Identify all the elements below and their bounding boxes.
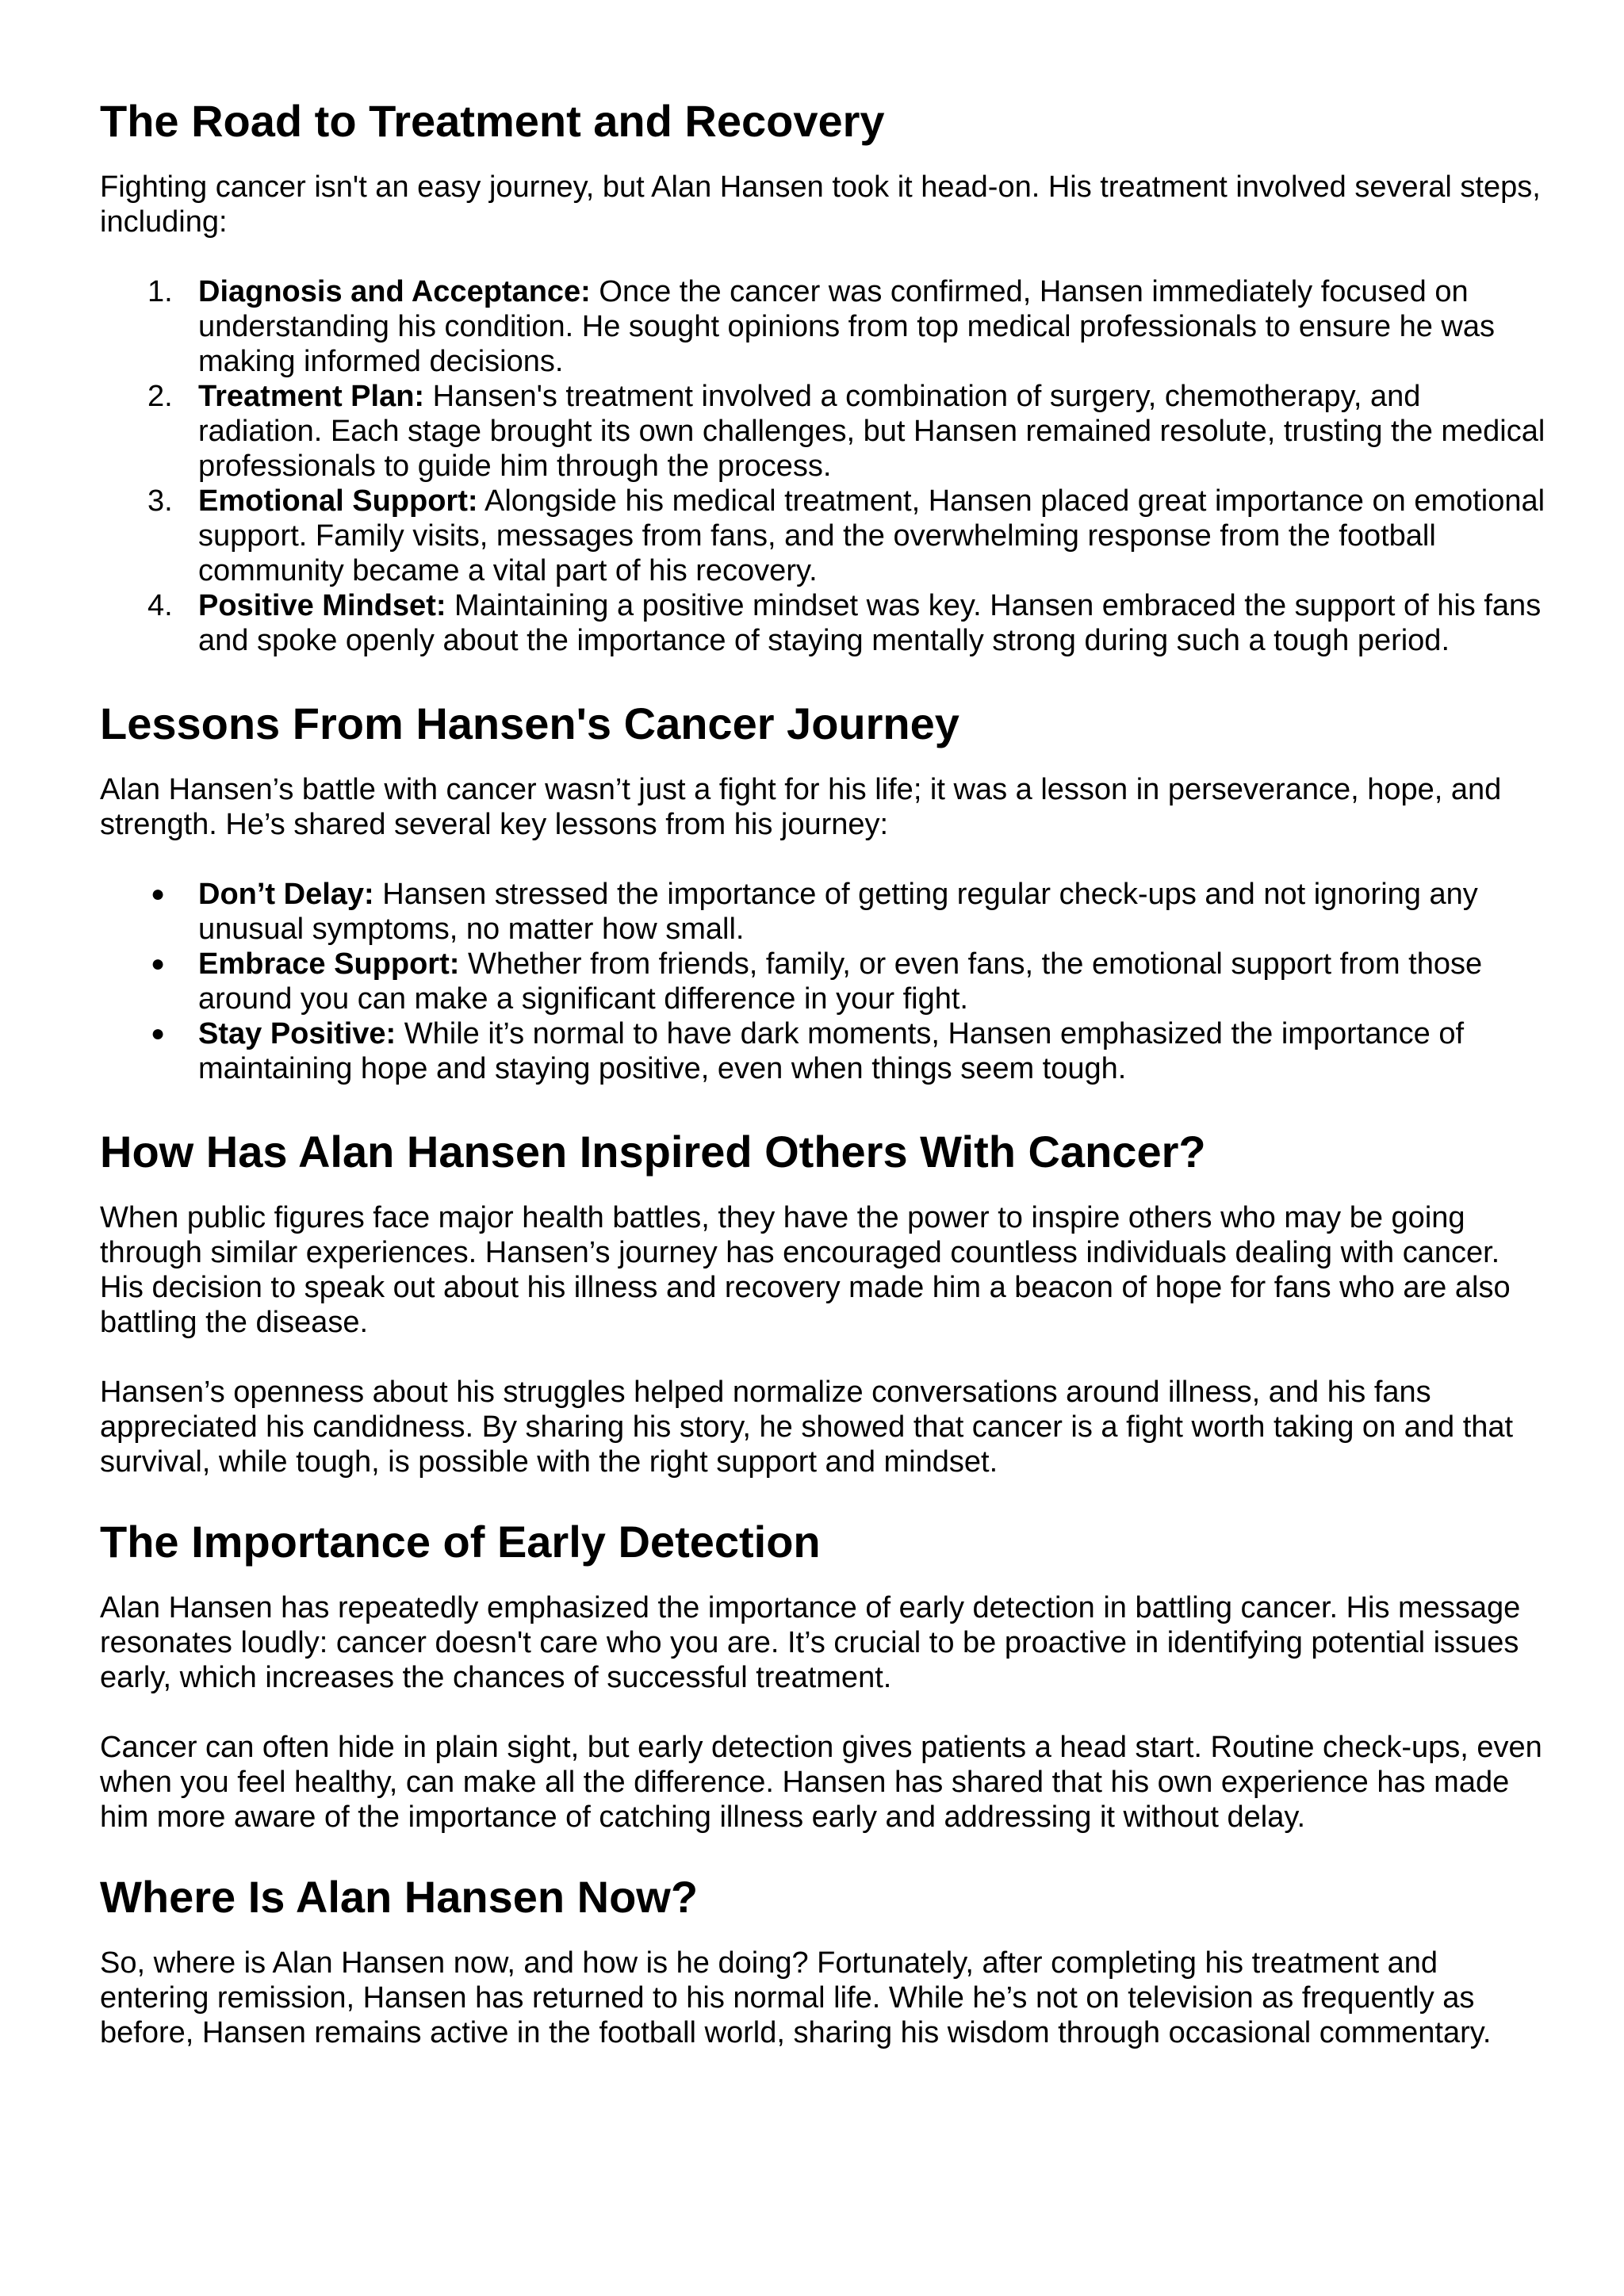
list-item-text: While it’s normal to have dark moments, Hansen emphasized the importance of maintaining hope and staying positive, even when things seem tough. [198,1017,1465,1085]
section-heading: Where Is Alan Hansen Now? [100,1872,699,1922]
section-where-now [100,1869,1551,2050]
paragraph: Hansen’s openness about his struggles helped normalize conversations around illness, and his fans appreciated his candidness. By sharing his story, he showed that cancer is a fight worth taking on and that survival, while tough, is possible with the right support and mindset. [100,1376,1514,1479]
list-item-text: Alongside his medical treatment, Hansen placed great importance on emotional support. Family visits, messages from fans, and the overwhelming response from the football community became a vital part of his recovery. [198,484,1545,587]
section-heading: The Importance of Early Detection [100,1517,821,1567]
list-item-text: Whether from friends, family, or even fans, the emotional support from those around you can make a significant difference in your fight. [198,947,1483,1016]
list-item-term: Positive Mindset: [198,589,446,622]
bullet-icon: ● [151,951,166,977]
list-item [100,274,1551,379]
bullet-icon: ● [151,1020,166,1047]
list-item-text: Hansen stressed the importance of getting regular check-ups and not ignoring any unusual symptoms, no matter how small. [198,878,1478,946]
list-item [100,588,1551,658]
section-road-to-treatment [100,94,1551,658]
list-number: 1. [147,275,173,308]
list-item-text: Hansen's treatment involved a combination of surgery, chemotherapy, and radiation. Each stage brought its own challenges, but Hansen remained resolute, trusting the medical professionals to guide him through the process. [198,380,1545,483]
numbered-list [100,274,1551,658]
list-item [100,1016,1551,1086]
section-intro: Alan Hansen’s battle with cancer wasn’t just a fight for his life; it was a lesson in perseverance, hope, and strength. He’s shared several key lessons from his journey: [100,773,1502,841]
document-page [100,94,1551,2085]
list-number: 4. [147,589,173,622]
list-item-term: Don’t Delay: [198,878,374,911]
bullet-icon: ● [151,881,166,907]
paragraph: Cancer can often hide in plain sight, but early detection gives patients a head start. Routine check-ups, even when you feel healthy, can make all the difference. Hansen has shared that his own experience has made him more aware of the importance of catching illness early and addressing it without delay. [100,1731,1542,1834]
section-heading: The Road to Treatment and Recovery [100,96,885,146]
list-item [100,484,1551,588]
list-item-text: Once the cancer was confirmed, Hansen immediately focused on understanding his condition. He sought opinions from top medical professionals to ensure he was making informed decisions. [198,275,1495,378]
section-lessons [100,696,1551,1086]
list-number: 3. [147,484,173,518]
paragraph: When public figures face major health battles, they have the power to inspire others who may be going through similar experiences. Hansen’s journey has encouraged countless individuals dealing with cancer. His decision to speak out about his illness and recovery made him a beacon of hope for fans who are also battling the disease. [100,1201,1511,1339]
list-item [100,947,1551,1016]
bullet-list [100,877,1551,1086]
section-intro: Fighting cancer isn't an easy journey, but Alan Hansen took it head-on. His treatment involved several steps, including: [100,170,1541,239]
list-item-term: Diagnosis and Acceptance: [198,275,591,308]
list-item-term: Treatment Plan: [198,380,425,413]
list-item-term: Embrace Support: [198,947,460,981]
paragraph: Alan Hansen has repeatedly emphasized the importance of early detection in battling cancer. His message resonates loudly: cancer doesn't care who you are. It’s crucial to be proactive in identifying potential issues early, which increases the chances of successful treatment. [100,1591,1521,1694]
section-early-detection [100,1514,1551,1835]
list-item-text: Maintaining a positive mindset was key. Hansen embraced the support of his fans and spoke openly about the importance of staying mentally strong during such a tough period. [198,589,1542,657]
section-inspired-others [100,1124,1551,1479]
paragraph: So, where is Alan Hansen now, and how is he doing? Fortunately, after completing his treatment and entering remission, Hansen has returned to his normal life. While he’s not on television as frequently as before, Hansen remains active in the football world, sharing his wisdom through occasional commentary. [100,1946,1492,2049]
list-number: 2. [147,380,173,413]
list-item-term: Stay Positive: [198,1017,396,1050]
section-heading: How Has Alan Hansen Inspired Others With Cancer? [100,1127,1206,1177]
list-item-term: Emotional Support: [198,484,478,518]
list-item [100,379,1551,484]
section-heading: Lessons From Hansen's Cancer Journey [100,698,959,748]
list-item [100,877,1551,947]
